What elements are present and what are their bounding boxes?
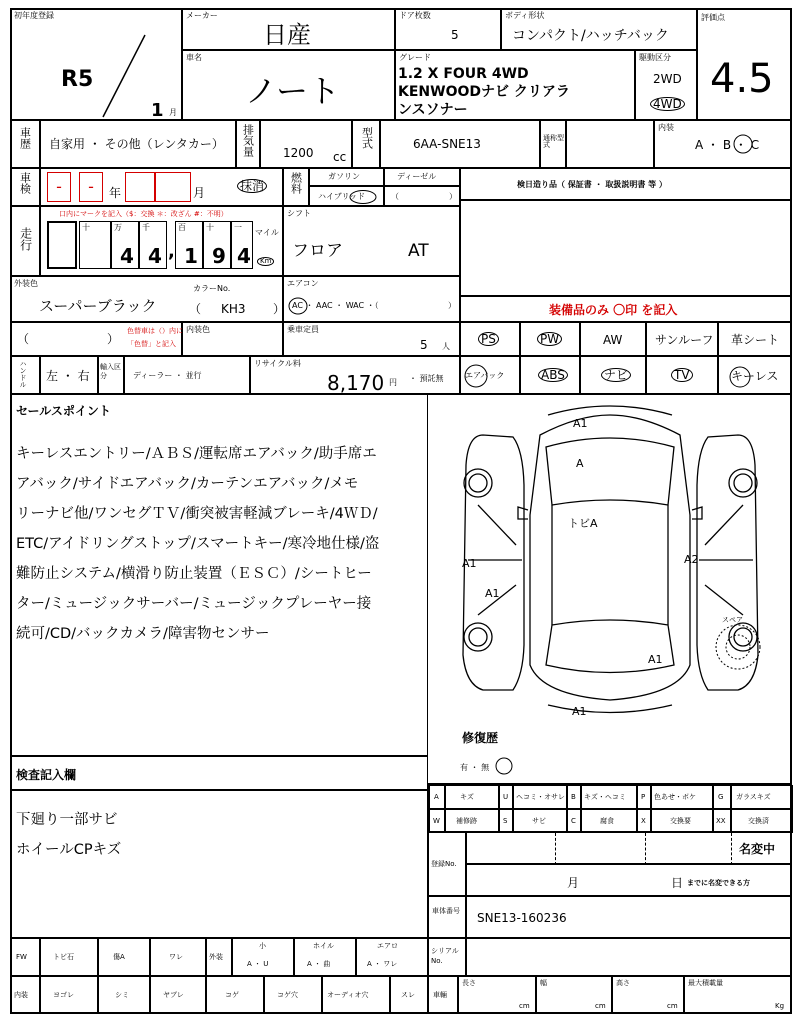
mileage-digit-4: 1 [184, 244, 198, 268]
aircon-cell [283, 276, 460, 322]
fuel-other-close: ） [449, 192, 457, 201]
equip-aw [580, 322, 646, 356]
history-cell [40, 120, 236, 168]
legend-code: U [503, 793, 509, 801]
mileage-unit-3: 千 [142, 223, 150, 232]
accessories-label: 検日造り品（ 保証書 ・ 取扱説明書 等 ） [517, 180, 667, 189]
color-label: 外装色 [14, 279, 38, 288]
color-change-open: （ [17, 332, 30, 346]
fuel-label-cell [283, 168, 309, 206]
recycle-cell [250, 356, 460, 394]
first-reg-label: 初年度登録 [14, 11, 54, 20]
name-change-label: 名変中 [739, 842, 776, 856]
mileage-unit-6: 一 [234, 223, 242, 232]
damage-mark-7: A1 [648, 653, 663, 666]
color-no-close: ） [273, 302, 286, 316]
mileage-digit-6: 4 [237, 244, 251, 268]
equip-sunroof-label: サンルーフ [655, 333, 714, 347]
deadline-day: 日 [671, 876, 684, 890]
interior-color-cell [182, 322, 283, 356]
drive-label: 駆動区分 [639, 53, 671, 62]
capacity-cell [283, 322, 460, 356]
aircon-label: エアコン [287, 279, 319, 288]
mileage-digit-box-3 [139, 221, 167, 269]
wheel-value: A ・ 曲 [307, 960, 331, 968]
vin-label: 車体番号 [432, 907, 460, 915]
capacity-value: 5 [420, 338, 428, 352]
wheel-label: ホイル [313, 942, 334, 950]
interior-item-3: ヤブレ [163, 991, 184, 999]
history-label: 車歴 [18, 127, 32, 149]
equip-abs [520, 356, 580, 394]
inspection-expired: 抹消 [237, 179, 267, 193]
equip-tv-label: TV [671, 368, 693, 382]
sales-line-7: 続可/CD/バックカメラ/障害物センサー [16, 626, 270, 642]
capacity-unit: 人 [442, 342, 450, 351]
displacement-label: 排気量 [241, 124, 255, 157]
equip-keyless-circle [727, 365, 753, 389]
fw-item-2: 傷A [113, 953, 125, 961]
serial-label: シリアルNo. [431, 947, 459, 965]
inspect-line-2: ホイールCPキズ [16, 842, 122, 858]
recycle-unit: 円 [389, 378, 397, 387]
first-reg-month: 1 [151, 100, 164, 121]
equip-ps [460, 322, 520, 356]
car-diagram [428, 395, 793, 725]
grade-line-3: ンスソナー [398, 102, 468, 118]
car-outline [428, 395, 793, 725]
damage-mark-1: A1 [573, 417, 588, 430]
handle-label: ハンドル [19, 360, 27, 388]
legend-desc: キズ・ヘコミ [584, 793, 626, 801]
width-unit: cm [595, 1002, 606, 1010]
slash-mark [99, 33, 149, 119]
fw-label: FW [16, 953, 27, 961]
equip-pw [520, 322, 580, 356]
equip-navi [580, 356, 646, 394]
inspection-box-4 [155, 172, 191, 202]
first-reg-era: R5 [61, 67, 94, 92]
spare-label: スペア [722, 616, 743, 624]
drive-4wd: 4WD [650, 97, 685, 111]
mileage-digit-3: 4 [148, 244, 162, 268]
color-change-cell [10, 322, 182, 356]
equip-sunroof [646, 322, 718, 356]
damage-mark-5: A2 [684, 553, 699, 566]
mileage-digit-2: 4 [120, 244, 134, 268]
sales-line-2: アバック/サイドエアバック/カーテンエアバック/メモ [16, 476, 359, 492]
doors-cell [395, 8, 501, 50]
mileage-label: 走行 [18, 227, 33, 251]
fuel-other-cell [384, 186, 460, 206]
fuel-other-open: （ [391, 192, 399, 201]
mileage-digit-box-1 [79, 221, 111, 269]
equip-ps-label: PS [478, 332, 499, 346]
grade-label: グレード [399, 53, 431, 62]
mileage-digit-box-4 [175, 221, 203, 269]
equip-navi-label: ナビ [601, 368, 631, 382]
aero-value: A ・ ワレ [367, 960, 398, 968]
mileage-mile: マイル [255, 228, 279, 237]
repair-none-circle [494, 756, 514, 776]
inspection-box-1: - [47, 172, 71, 202]
inspect-title-cell [10, 756, 428, 790]
interior-item-6: オーディオ穴 [327, 991, 369, 999]
legend-desc: ガラスキズ [736, 793, 771, 801]
common-label: 通称型式 [543, 134, 564, 149]
vin-value: SNE13-160236 [477, 911, 567, 925]
length-label: 長さ [462, 979, 476, 987]
color-no-label: カラーNo. [193, 284, 231, 293]
drive-2wd: 2WD [653, 72, 682, 86]
doors-value: 5 [451, 28, 459, 42]
reg-divider-3 [731, 833, 732, 865]
serial-cell [466, 938, 792, 976]
legend-code: XX [716, 817, 726, 825]
fuel-diesel-cell [384, 168, 460, 186]
height-unit: cm [667, 1002, 678, 1010]
color-cell [10, 276, 286, 322]
inspection-box-3 [125, 172, 155, 202]
inspect-notes-cell [10, 790, 428, 938]
mileage-label-cell [10, 206, 40, 276]
max-load-label: 最大積載量 [688, 979, 723, 987]
import-label: 輸入区分 [100, 363, 121, 381]
mileage-unit-1: 十 [82, 223, 90, 232]
accessories-area [460, 200, 792, 296]
aero-label: エアロ [377, 942, 398, 950]
aircon-close: ） [448, 301, 456, 310]
damage-mark-8: A1 [572, 705, 587, 718]
score-cell [697, 8, 792, 120]
equip-keyless-label: キーレス [731, 369, 779, 383]
displacement-label-cell [236, 120, 260, 168]
fw-item-1: トビ石 [53, 953, 74, 961]
handle-value: 左 ・ 右 [46, 369, 90, 383]
mileage-comma: , [168, 241, 175, 262]
fuel-hybrid-circle [348, 189, 378, 205]
car-name-value: ノート [245, 72, 341, 110]
legend-code: S [503, 817, 508, 825]
interior-grade-cell [654, 120, 792, 168]
fuel-diesel: ディーゼル [397, 172, 437, 181]
color-note-2: 「色替」と記入 [127, 340, 176, 348]
month-unit: 月 [169, 108, 177, 117]
history-value: 自家用 ・ その他（レンタカー） [49, 137, 224, 151]
inspection-cell [40, 168, 283, 206]
fuel-hybrid: ハイブリッド [318, 192, 366, 201]
interior-color-label: 内装色 [186, 325, 210, 334]
maker-value: 日産 [263, 21, 311, 49]
maker-label: メーカー [186, 11, 218, 20]
mileage-unit-4: 百 [178, 223, 186, 232]
small-label: 小 [259, 942, 266, 950]
mileage-digit-box-0 [47, 221, 77, 269]
max-load-unit: Kg [775, 1002, 785, 1010]
shift-cell [283, 206, 460, 276]
width-label: 幅 [540, 979, 547, 987]
damage-mark-6: A1 [485, 587, 500, 600]
legend-code: G [718, 793, 724, 801]
car-name-label: 車名 [186, 53, 202, 62]
sales-point-cell [10, 394, 428, 756]
trans-value: AT [408, 241, 429, 261]
registration-label-cell [428, 832, 466, 896]
legend-code: X [641, 817, 646, 825]
body-cell [501, 8, 697, 50]
registration-deadline-cell [466, 864, 792, 896]
displacement-unit: cc [333, 150, 347, 164]
inspection-label: 車検 [18, 172, 32, 194]
legend-code: P [641, 793, 646, 801]
sales-point-title: セールスポイント [16, 404, 111, 418]
first-reg-cell [10, 8, 182, 120]
doors-label: ドア枚数 [399, 11, 431, 20]
mileage-digit-box-2 [111, 221, 139, 269]
equip-pw-label: PW [537, 332, 562, 346]
fuel-hybrid-cell [309, 186, 384, 206]
inspection-year-unit: 年 [109, 186, 122, 200]
sales-line-5: 難防止システム/横滑り防止装置（ＥＳＣ）/シートヒー [16, 566, 372, 582]
mileage-unit-2: 万 [114, 223, 122, 232]
damage-mark-4: A1 [462, 557, 477, 570]
accessories-cell [460, 168, 792, 200]
color-value: スーパーブラック [39, 297, 157, 315]
repair-label: 修復歴 [462, 731, 499, 745]
recycle-deposit: ・ 預託無 [409, 374, 444, 383]
legend-code: A [434, 793, 439, 801]
equip-airbag-label: エアバック [465, 371, 505, 380]
color-note-1: 色替車は（）内に [127, 327, 183, 335]
legend-code: W [433, 817, 440, 825]
color-change-close: ） [107, 332, 120, 346]
import-cell [124, 356, 250, 394]
shift-label: シフト [287, 209, 311, 218]
legend-desc: 補修跡 [456, 817, 477, 825]
legend-code: C [571, 817, 576, 825]
color-no-open: （ [189, 302, 202, 316]
interior-item-5: コゲ穴 [277, 991, 298, 999]
equip-aw-label: AW [603, 333, 623, 347]
capacity-label: 乗車定員 [287, 325, 319, 334]
interior-item-7: スレ [401, 991, 415, 999]
interior-b-circle [732, 133, 754, 155]
legend-desc: ヘコミ・オサレ [516, 793, 565, 801]
drive-cell [635, 50, 697, 120]
fuel-gas: ガソリン [328, 172, 360, 181]
displacement-value: 1200 [283, 146, 314, 160]
common-label-cell [540, 120, 566, 168]
interior-item-4: コゲ [225, 991, 239, 999]
deadline-month: 月 [567, 876, 580, 890]
legend-desc: 色あせ・ボケ [654, 793, 696, 801]
grade-line-2: KENWOODナビ クリアラ [398, 84, 570, 100]
body-label: ボディ形状 [505, 11, 545, 20]
height-label: 高さ [616, 979, 630, 987]
inspection-month-unit: 月 [193, 186, 206, 200]
vin-cell [466, 896, 792, 938]
inspection-box-2: - [79, 172, 103, 202]
grade-line-1: 1.2 X FOUR 4WD [398, 66, 529, 82]
mileage-digit-box-6 [231, 221, 253, 269]
interior-grade-label: 内装 [658, 123, 674, 132]
equip-leather-label: 革シート [731, 333, 780, 347]
interior-item-2: シミ [115, 991, 129, 999]
damage-mark-2: A [576, 457, 584, 470]
legend-code: B [571, 793, 576, 801]
import-value: ディーラー ・ 並行 [133, 371, 202, 380]
legend-desc: 交換済 [748, 817, 769, 825]
length-unit: cm [519, 1002, 530, 1010]
recycle-value: 8,170 [327, 371, 385, 395]
equip-keyless [718, 356, 792, 394]
mileage-note: 口内にマークを記入（$：交換 ＊：改ざん #：不明） [59, 210, 228, 218]
equip-leather [718, 322, 792, 356]
history-label-cell [10, 120, 40, 168]
equip-abs-label: ABS [538, 368, 568, 382]
legend-table [428, 784, 792, 832]
import-label-cell [98, 356, 124, 394]
registration-no-cell [466, 832, 792, 864]
vin-label-cell [428, 896, 466, 938]
displacement-cell [260, 120, 352, 168]
model-label-cell [352, 120, 380, 168]
dims-label: 車輛 [433, 991, 447, 999]
maker-cell [182, 8, 395, 50]
model-value: 6AA-SNE13 [413, 137, 481, 151]
score-label: 評価点 [701, 13, 725, 22]
mileage-km: Km [257, 257, 274, 266]
shift-value: フロア [292, 241, 343, 261]
score-value: 4.5 [710, 56, 774, 102]
fuel-label: 燃料 [289, 172, 303, 194]
fw-item-3: ワレ [169, 953, 183, 961]
equip-title: 装備品のみ 〇印 を記入 [549, 303, 678, 317]
deadline-text: までに名変できる方 [687, 879, 750, 887]
model-label: 型式 [360, 127, 374, 149]
aircon-value: AC ・ AAC ・ WAC ・（ [292, 301, 379, 310]
registration-label: 登録No. [431, 860, 457, 868]
equip-title-cell [460, 296, 792, 322]
equip-airbag [460, 356, 520, 394]
repair-value: 有 ・ 無 [460, 763, 490, 772]
reg-divider-2 [645, 833, 646, 865]
reg-divider-1 [555, 833, 556, 865]
interior-item-1: ヨゴレ [53, 991, 74, 999]
color-no-value: KH3 [221, 302, 246, 316]
inspect-line-1: 下廻り一部サビ [16, 812, 118, 828]
interior-grade-value: A ・ B ・ C [695, 138, 760, 152]
mileage-digit-box-5 [203, 221, 231, 269]
sales-line-6: ター/ミュージックサーバー/ミュージックプレーヤー接 [16, 596, 372, 612]
model-cell [380, 120, 540, 168]
exterior-label: 外装 [209, 953, 223, 961]
sales-line-1: キーレスエントリー/ＡＢＳ/運転席エアバック/助手席エ [16, 446, 377, 462]
handle-cell [40, 356, 98, 394]
grade-cell [395, 50, 635, 120]
inspection-label-cell [10, 168, 40, 206]
recycle-label: リサイクル料 [254, 359, 301, 368]
legend-desc: サビ [532, 817, 546, 825]
body-value: コンパクト/ハッチバック [512, 28, 669, 44]
handle-label-cell [10, 356, 40, 394]
equip-airbag-circle [463, 363, 489, 389]
legend-desc: 腐食 [600, 817, 614, 825]
damage-mark-3: トビA [568, 517, 598, 530]
inspect-title: 検査記入欄 [16, 768, 77, 782]
interior-label: 内装 [14, 991, 28, 999]
small-value: A ・ U [247, 960, 269, 968]
mileage-unit-5: 十 [206, 223, 214, 232]
sales-line-3: リーナビ他/ワンセグＴＶ/衝突被害軽減ブレーキ/4ＷＤ/ [16, 506, 378, 522]
mileage-digit-5: 9 [212, 244, 226, 268]
car-name-cell [182, 50, 395, 120]
equip-tv [646, 356, 718, 394]
legend-desc: 交換要 [670, 817, 691, 825]
common-cell [566, 120, 654, 168]
fuel-gas-cell [309, 168, 384, 186]
mileage-cell [40, 206, 283, 276]
legend-desc: キズ [460, 793, 474, 801]
sales-line-4: ETC/アイドリングストップ/スマートキー/寒冷地仕様/盗 [16, 536, 380, 552]
aircon-ac-circle [288, 297, 308, 315]
